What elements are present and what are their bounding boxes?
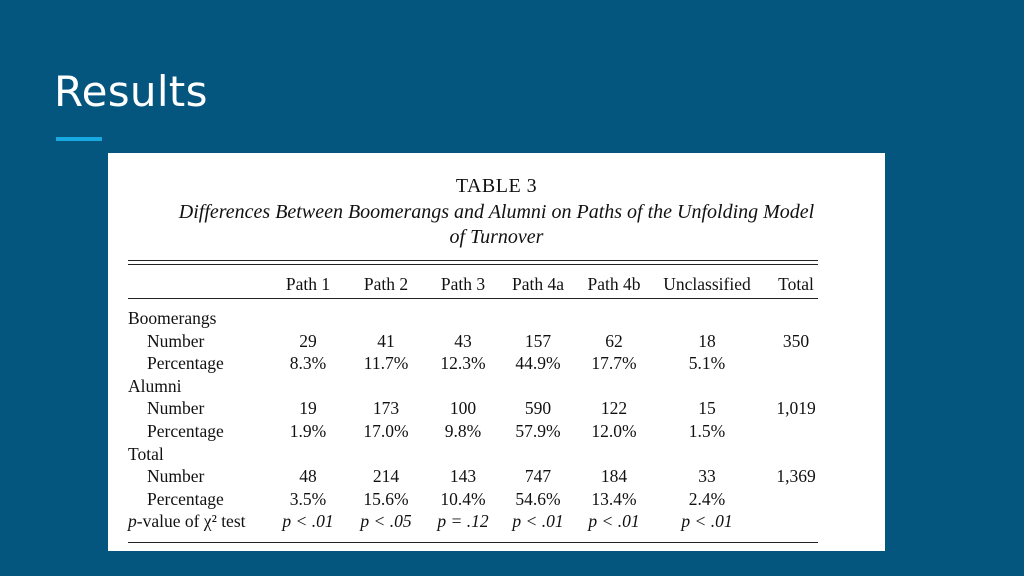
row-label-number: Number — [147, 466, 205, 487]
number-cell: 33 — [698, 466, 716, 487]
percentage-cell: 12.3% — [440, 353, 486, 374]
table-image — [108, 153, 885, 551]
table-number: TABLE 3 — [455, 175, 538, 197]
number-cell: 100 — [449, 398, 477, 419]
row-label-percentage: Percentage — [147, 488, 224, 509]
number-cell: 143 — [449, 466, 477, 487]
column-header: Path 3 — [440, 274, 486, 294]
percentage-cell: 57.9% — [515, 421, 561, 441]
header-rule — [128, 298, 818, 299]
column-header: Path 4b — [587, 274, 641, 294]
row-label-number: Number — [147, 330, 205, 351]
slide-title: Results — [54, 67, 208, 116]
title-accent-bar — [56, 137, 102, 141]
percentage-cell: 8.3% — [289, 353, 327, 374]
percentage-cell: 15.6% — [363, 488, 409, 509]
number-cell: 214 — [372, 466, 400, 487]
percentage-cell: 1.9% — [289, 421, 327, 441]
number-cell: 48 — [299, 466, 317, 487]
percentage-cell: 3.5% — [289, 488, 327, 509]
number-cell: 62 — [605, 330, 623, 351]
percentage-cell: 10.4% — [440, 488, 486, 509]
percentage-cell: 44.9% — [515, 353, 561, 374]
number-cell: 19 — [299, 398, 317, 419]
table-title-line-2: of Turnover — [449, 226, 544, 248]
column-header: Path 1 — [285, 274, 331, 294]
number-cell: 184 — [600, 466, 628, 487]
top-rule-1 — [128, 260, 818, 261]
pvalue-cell: p = .12 — [437, 511, 489, 532]
number-cell: 590 — [524, 398, 552, 419]
pvalue-cell: p < .01 — [588, 511, 640, 532]
column-header: Unclassified — [663, 274, 751, 294]
column-header: Total — [778, 274, 814, 294]
column-header: Path 4a — [511, 274, 565, 294]
number-cell: 173 — [372, 398, 400, 419]
pvalue-cell: p < .05 — [360, 511, 412, 532]
percentage-cell: 9.8% — [444, 421, 482, 441]
number-cell: 18 — [698, 330, 716, 351]
pvalue-label-prefix: p — [128, 511, 137, 532]
number-cell: 122 — [600, 398, 628, 419]
pvalue-cell: p < .01 — [681, 511, 733, 532]
percentage-cell: 1.5% — [688, 421, 726, 441]
row-label-number: Number — [147, 398, 205, 419]
column-header: Path 2 — [363, 274, 409, 294]
percentage-cell: 13.4% — [591, 488, 637, 509]
pvalue-cell: p < .01 — [282, 511, 334, 532]
number-cell: 350 — [782, 330, 810, 351]
percentage-cell: 11.7% — [363, 353, 409, 374]
number-cell: 15 — [698, 398, 716, 419]
percentage-cell: 17.7% — [591, 353, 637, 374]
top-rule-2 — [128, 264, 818, 265]
number-cell: 41 — [377, 330, 395, 351]
percentage-cell: 12.0% — [591, 421, 637, 441]
number-cell: 29 — [299, 330, 317, 351]
percentage-cell: 54.6% — [515, 488, 561, 509]
number-cell: 43 — [454, 330, 472, 351]
number-cell: 1,369 — [776, 466, 816, 487]
table-title-line-1: Differences Between Boomerangs and Alumni on Paths of the Unfolding Model — [178, 201, 815, 223]
percentage-cell: 17.0% — [363, 421, 409, 441]
number-cell: 157 — [524, 330, 552, 351]
pvalue-label-suffix: -value of χ² test — [136, 511, 246, 532]
row-label-percentage: Percentage — [147, 421, 224, 441]
pvalue-row-label — [128, 510, 246, 532]
percentage-cell: 2.4% — [688, 488, 726, 509]
group-label: Boomerangs — [128, 308, 217, 328]
number-cell: 747 — [524, 466, 552, 487]
bottom-rule — [128, 542, 818, 543]
pvalue-cell: p < .01 — [512, 511, 564, 532]
row-label-percentage: Percentage — [147, 353, 224, 374]
group-label: Alumni — [128, 375, 182, 396]
group-label: Total — [128, 443, 164, 464]
percentage-cell: 5.1% — [688, 353, 726, 374]
number-cell: 1,019 — [776, 398, 816, 419]
table-title — [108, 200, 885, 250]
